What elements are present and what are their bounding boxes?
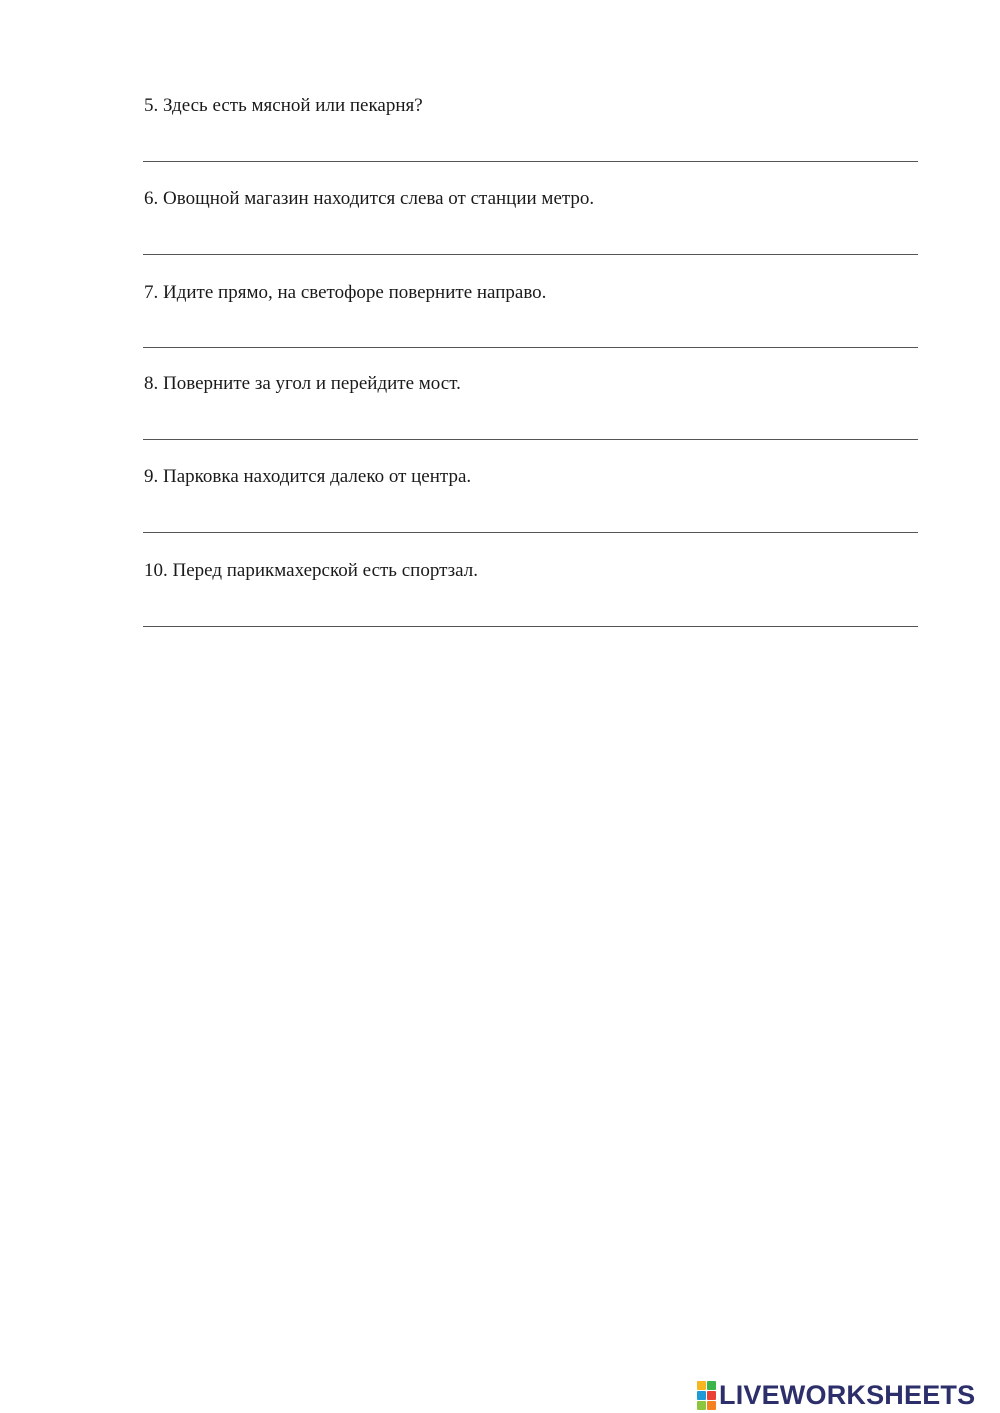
answer-line-6[interactable] xyxy=(143,254,918,255)
logo-square xyxy=(707,1391,716,1400)
logo-square xyxy=(697,1381,706,1390)
logo-square xyxy=(707,1381,716,1390)
logo-square xyxy=(697,1391,706,1400)
liveworksheets-logo-icon xyxy=(697,1381,716,1410)
question-6: 6. Овощной магазин находится слева от станции метро. xyxy=(144,188,595,209)
question-9: 9. Парковка находится далеко от центра. xyxy=(144,466,472,487)
liveworksheets-brand xyxy=(697,1380,975,1410)
question-5: 5. Здесь есть мясной или пекарня? xyxy=(144,95,423,116)
answer-line-9[interactable] xyxy=(143,532,918,533)
answer-line-5[interactable] xyxy=(143,161,918,162)
answer-line-8[interactable] xyxy=(143,439,918,440)
logo-square xyxy=(707,1401,716,1410)
answer-line-10[interactable] xyxy=(143,626,918,627)
brand-name: LIVEWORKSHEETS xyxy=(719,1380,976,1410)
logo-square xyxy=(697,1401,706,1410)
question-8: 8. Поверните за угол и перейдите мост. xyxy=(144,373,461,394)
answer-line-7[interactable] xyxy=(143,347,918,348)
question-7: 7. Идите прямо, на светофоре поверните направо. xyxy=(144,282,547,303)
question-10: 10. Перед парикмахерской есть спортзал. xyxy=(144,560,478,581)
